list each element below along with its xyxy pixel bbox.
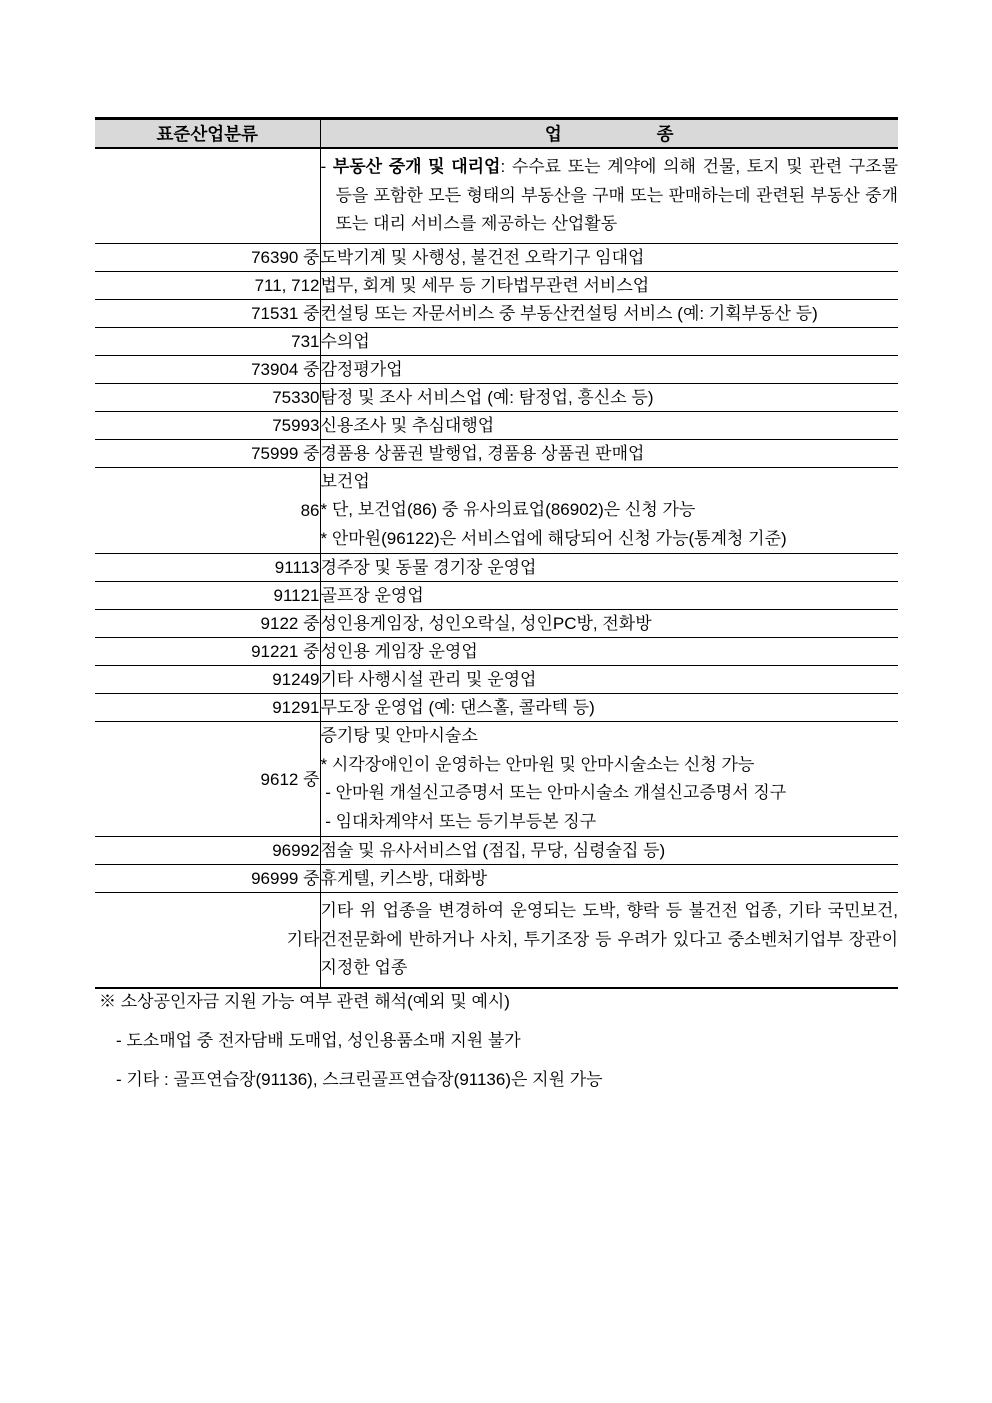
table-row [95,299,898,327]
table-row [95,582,898,610]
code-cell: 9612 중 [95,722,320,837]
industry-cell: 수의업 [320,327,898,355]
code-cell: 71531 중 [95,299,320,327]
industry-line: * 시각장애인이 운영하는 안마원 및 안마시술소는 신청 가능 [320,754,755,774]
industry-cell: 경품용 상품권 발행업, 경품용 상품권 판매업 [320,439,898,467]
col-header-standard-industry-code: 표준산업분류 [95,119,320,149]
industry-cell: 성인용 게임장 운영업 [320,638,898,666]
table-row [95,610,898,638]
industry-cell: 골프장 운영업 [320,582,898,610]
industry-line: - 임대차계약서 또는 등기부등본 징구 [320,811,597,831]
table-row [95,865,898,893]
code-cell: 91291 [95,694,320,722]
industry-table-container [95,117,898,989]
industry-cell: 감정평가업 [320,355,898,383]
code-cell: 96992 [95,837,320,865]
industry-cell [320,467,898,554]
industry-definition: : 수수료 또는 계약에 의해 건물, 토지 및 관련 구조물 등을 포함한 모든 형태의 부동산을 구매 또는 판매하는데 관련된 부동산 중개 또는 대리 서비스를 제공하는 산업활동 [335,157,899,233]
code-cell: 기타 [95,893,320,988]
industry-line: * 단, 보건업(86) 중 유사의료업(86902)은 신청 가능 [320,500,696,519]
industry-text [321,149,899,243]
table-row [95,327,898,355]
industry-line: 보건업 [320,471,370,491]
table-row [95,439,898,467]
industry-bold-term: 부동산 중개 및 대리업 [332,157,501,176]
code-cell: 91121 [95,582,320,610]
code-cell: 75999 중 [95,439,320,467]
code-cell: 96999 중 [95,865,320,893]
industry-cell [320,893,898,988]
industry-cell: 기타 사행시설 관리 및 운영업 [320,666,898,694]
code-cell [95,148,320,243]
industry-cell: 무도장 운영업 (예: 댄스홀, 콜라텍 등) [320,694,898,722]
code-cell: 86 [95,467,320,554]
code-cell: 91113 [95,554,320,582]
industry-cell [320,722,898,837]
industry-cell: 컨설팅 또는 자문서비스 중 부동산컨설팅 서비스 (예: 기획부동산 등) [320,299,898,327]
table-row [95,467,898,554]
table-row [95,666,898,694]
col-header-industry-type: 업 종 [320,119,898,149]
industry-cell: 탐정 및 조사 서비스업 (예: 탐정업, 흥신소 등) [320,383,898,411]
code-cell: 76390 중 [95,243,320,271]
industry-cell: 성인용게임장, 성인오락실, 성인PC방, 전화방 [320,610,898,638]
industry-cell: 경주장 및 동물 경기장 운영업 [320,554,898,582]
table-row [95,554,898,582]
table-row [95,148,898,243]
table-row [95,837,898,865]
footnote-item: - 도소매업 중 전자담배 도매업, 성인용품소매 지원 불가 [116,1031,521,1050]
table-row [95,411,898,439]
industry-cell: 도박기계 및 사행성, 불건전 오락기구 임대업 [320,243,898,271]
table-header-row [95,119,898,149]
table-row [95,355,898,383]
industry-line: * 안마원(96122)은 서비스업에 해당되어 신청 가능(통계청 기준) [320,528,787,548]
table-row [95,893,898,988]
code-cell: 75993 [95,411,320,439]
code-cell: 73904 중 [95,355,320,383]
industry-cell: 휴게텔, 키스방, 대화방 [320,865,898,893]
table-row [95,694,898,722]
code-cell: 731 [95,327,320,355]
industry-cell [320,148,898,243]
industry-cell: 점술 및 유사서비스업 (점집, 무당, 심령술집 등) [320,837,898,865]
table-row [95,243,898,271]
code-cell: 711, 712 [95,271,320,299]
table-row [95,722,898,837]
code-cell: 91221 중 [95,638,320,666]
footnote-title: ※ 소상공인자금 지원 가능 여부 관련 해석(예외 및 예시) [99,992,510,1011]
industry-line: 증기탕 및 안마시술소 [320,726,478,745]
table-row [95,638,898,666]
table-row [95,271,898,299]
table-row [95,383,898,411]
industry-cell: 신용조사 및 추심대행업 [320,411,898,439]
code-cell: 91249 [95,666,320,694]
dash-prefix: - [320,157,333,176]
code-cell: 75330 [95,383,320,411]
code-cell: 9122 중 [95,610,320,638]
footnotes [99,988,909,1105]
footnote-item: - 기타 : 골프연습장(91136), 스크린골프연습장(91136)은 지원 가능 [116,1070,603,1089]
industry-text: 기타 위 업종을 변경하여 운영되는 도박, 향락 등 불건전 업종, 기타 국민보건, 건전문화에 반하거나 사치, 투기조장 등 우려가 있다고 중소벤처기업부 장관이 지정한 업종 [320,901,898,977]
industry-cell: 법무, 회계 및 세무 등 기타법무관련 서비스업 [320,271,898,299]
industry-line: - 안마원 개설신고증명서 또는 안마시술소 개설신고증명서 징구 [320,783,787,802]
industry-classification-table [95,117,898,989]
